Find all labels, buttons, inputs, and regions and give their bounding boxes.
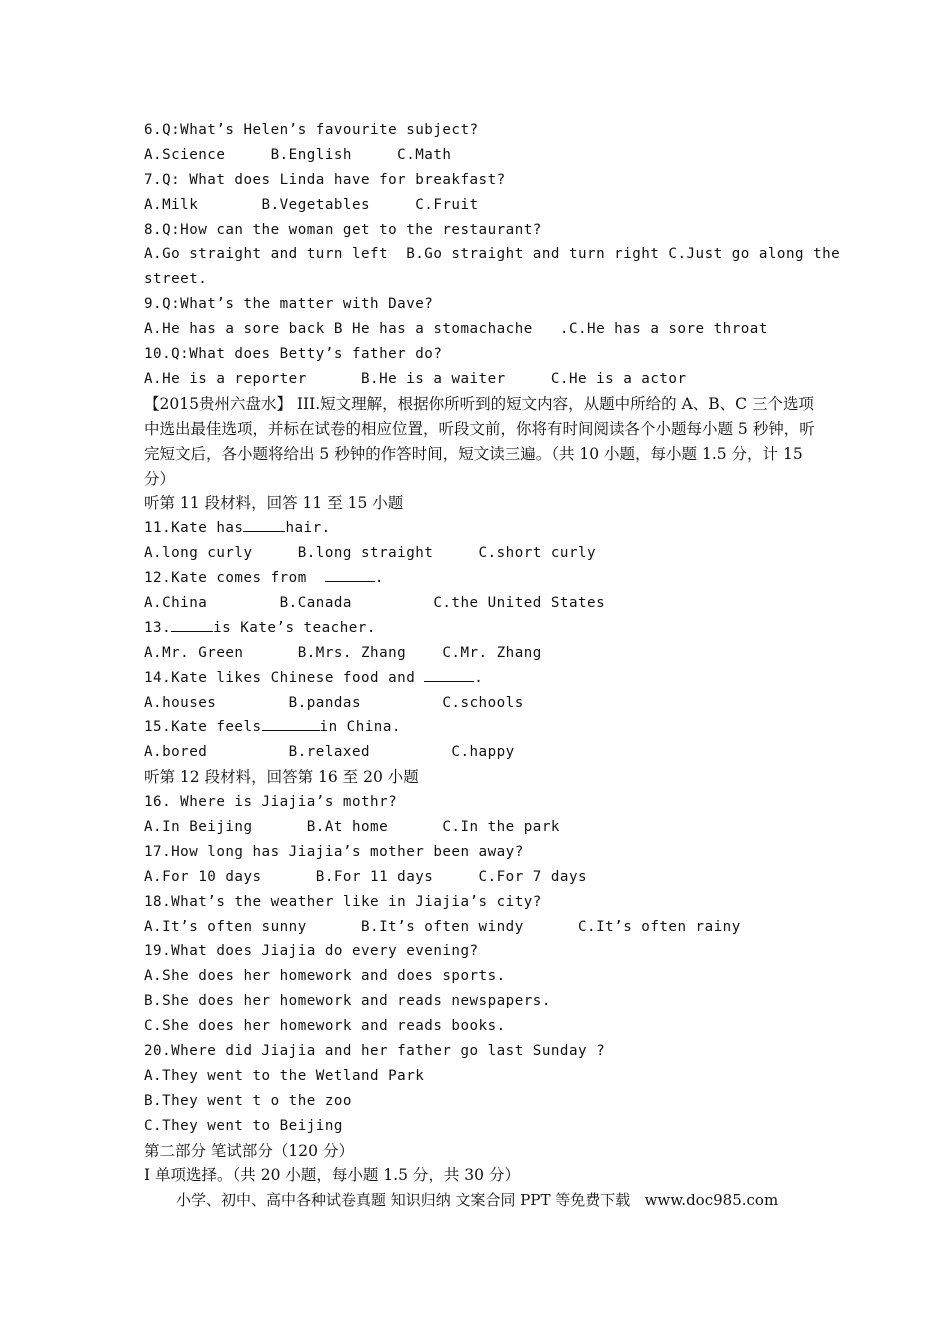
question-19: 19.What does Jiajia do every evening? — [144, 943, 479, 960]
options-12: A.China B.Canada C.the United States — [144, 594, 606, 611]
options-13: A.Mr. Green B.Mrs. Zhang C.Mr. Zhang — [144, 644, 542, 661]
options-11: A.long curly B.long straight C.short curly — [144, 545, 597, 562]
q15-text: 15.Kate feels — [144, 719, 262, 736]
option-20c: C.They went to Beijing — [144, 1117, 343, 1134]
q12-text: 12.Kate comes from — [144, 570, 325, 587]
options-8-line2: street. — [144, 271, 208, 288]
answer-blank — [243, 517, 285, 532]
option-19a: A.She does her homework and does sports. — [144, 968, 506, 985]
question-10: 10.Q:What does Betty’s father do? — [144, 346, 443, 363]
options-9: A.He has a sore back B He has a stomachache .C.He has a sore throat — [144, 321, 768, 338]
option-20b: B.They went t o the zoo — [144, 1092, 352, 1109]
options-6: A.Science B.English C.Math — [144, 146, 452, 163]
answer-blank — [262, 716, 320, 731]
question-8: 8.Q:How can the woman get to the restaurant? — [144, 221, 542, 238]
question-15 — [144, 715, 824, 740]
question-12 — [144, 566, 824, 591]
question-16: 16. Where is Jiajia’s mothr? — [144, 794, 398, 811]
option-19b: B.She does her homework and reads newspapers. — [144, 993, 551, 1010]
q12-text-end: . — [374, 570, 384, 587]
option-19c: C.She does her homework and reads books. — [144, 1018, 506, 1035]
question-11 — [144, 516, 824, 541]
section-3-instructions: 【2015贵州六盘水】 III.短文理解，根据你所听到的短文内容，从题中所给的 A、B、C 三个选项中选出最佳选项，并标在试卷的相应位置，听段文前，你将有时间阅读各个小题每小题 5 秒钟，听完短文后，各小题将给出 5 秒钟的作答时间，短文读三遍。（共 10 小题，每小题 1.5 分，计 15 分） — [144, 394, 815, 488]
question-7: 7.Q: What does Linda have for breakfast? — [144, 171, 506, 188]
q11-text: 11.Kate has — [144, 520, 244, 537]
part-11-heading: 听第 11 段材料，回答 11 至 15 小题 — [144, 494, 404, 513]
options-8-line1: A.Go straight and turn left B.Go straight and turn right C.Just go along the — [144, 246, 841, 263]
options-7: A.Milk B.Vegetables C.Fruit — [144, 196, 479, 213]
q15-text-end: in China. — [319, 719, 401, 736]
part-2-heading: 第二部分 笔试部分（120 分） — [144, 1141, 354, 1160]
options-17: A.For 10 days B.For 11 days C.For 7 days — [144, 868, 588, 885]
section-1-heading: I 单项选择。（共 20 小题，每小题 1.5 分，共 30 分） — [144, 1166, 520, 1185]
options-10: A.He is a reporter B.He is a waiter C.He is a actor — [144, 370, 687, 387]
q13-text-end: is Kate’s teacher. — [213, 619, 376, 636]
question-9: 9.Q:What’s the matter with Dave? — [144, 296, 434, 313]
page-footer: 小学、初中、高中各种试卷真题 知识归纳 文案合同 PPT 等免费下载 www.doc985.com — [176, 1191, 779, 1209]
options-16: A.In Beijing B.At home C.In the park — [144, 819, 560, 835]
answer-blank — [171, 617, 213, 632]
question-20: 20.Where did Jiajia and her father go last Sunday ? — [144, 1043, 606, 1060]
q14-text-end: . — [474, 669, 484, 686]
question-6: 6.Q:What’s Helen’s favourite subject? — [144, 122, 479, 138]
question-18: 18.What’s the weather like in Jiajia’s city? — [144, 893, 542, 910]
answer-blank — [424, 667, 474, 682]
part-12-heading: 听第 12 段材料，回答第 16 至 20 小题 — [144, 768, 419, 787]
q13-text: 13. — [144, 619, 172, 636]
q14-text: 14.Kate likes Chinese food and — [144, 669, 425, 686]
exam-page — [144, 118, 841, 1188]
options-15: A.bored B.relaxed C.happy — [144, 744, 515, 761]
option-20a: A.They went to the Wetland Park — [144, 1067, 425, 1084]
options-18: A.It’s often sunny B.It’s often windy C.It’s often rainy — [144, 918, 741, 935]
question-17: 17.How long has Jiajia’s mother been away? — [144, 843, 524, 860]
options-14: A.houses B.pandas C.schools — [144, 694, 524, 711]
answer-blank — [325, 567, 375, 582]
question-14 — [144, 666, 824, 691]
q11-text-end: hair. — [285, 520, 331, 537]
question-13 — [144, 616, 824, 641]
